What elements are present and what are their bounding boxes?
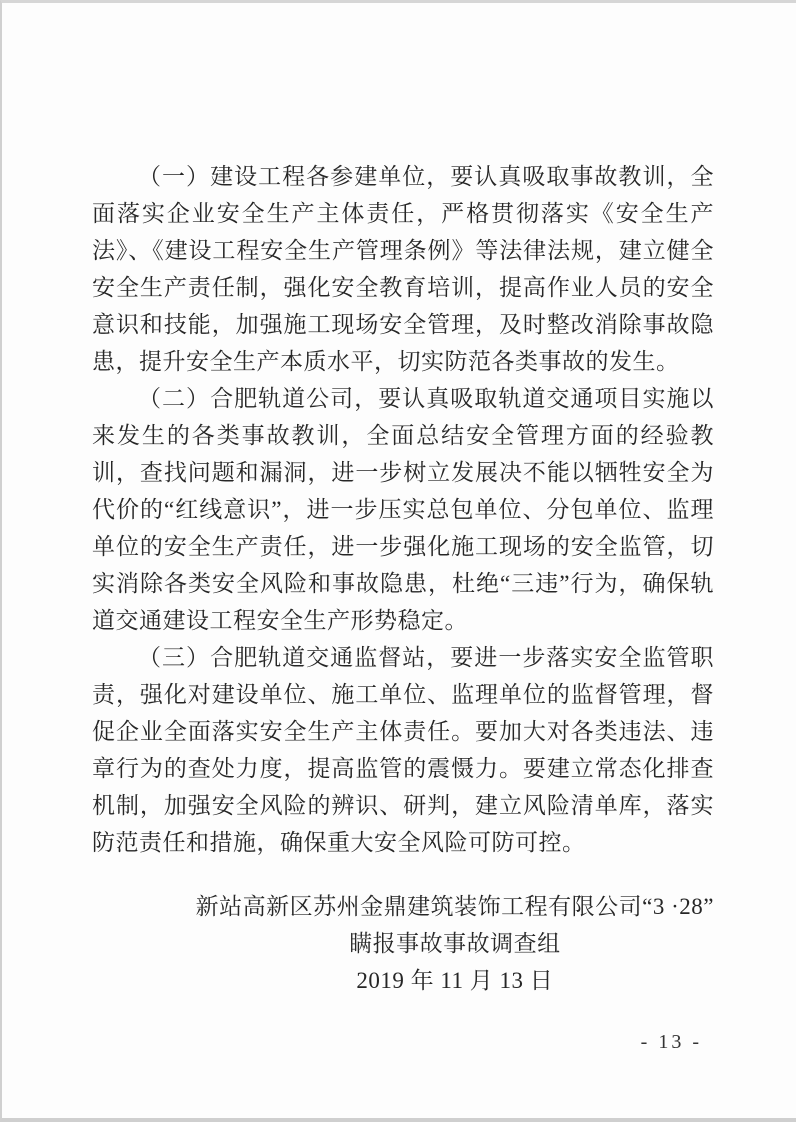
signature-organization-line-1: 新站高新区苏州金鼎建筑装饰工程有限公司“3 ·28” (195, 894, 714, 919)
page-number: - 13 - (640, 1031, 702, 1053)
signature-block (196, 888, 714, 999)
paragraph-1: （一）建设工程各参建单位，要认真吸取事故教训，全面落实企业安全生产主体责任，严格贯彻落实《安全生产法》、《建设工程安全生产管理条例》等法律法规，建立健全安全生产责任制，强化安全教育培训，提高作业人员的安全意识和技能，加强施工现场安全管理，及时整改消除事故隐患，提升安全生产本质水平，切实防范各类事故的发生。 (92, 164, 714, 374)
paragraph-3: （三）合肥轨道交通监督站，要进一步落实安全监管职责，强化对建设单位、施工单位、监理单位的监督管理，督促企业全面落实安全生产主体责任。要加大对各类违法、违章行为的查处力度，提高监管的震慑力。要建立常态化排查机制，加强安全风险的辨识、研判，建立风险清单库，落实防范责任和措施，确保重大安全风险可防可控。 (92, 645, 714, 855)
document-body (92, 158, 714, 999)
signature-date: 2019 年 11 月 13 日 (356, 968, 554, 993)
paragraph-2: （二）合肥轨道公司，要认真吸取轨道交通项目实施以来发生的各类事故教训，全面总结安全管理方面的经验教训，查找问题和漏洞，进一步树立发展决不能以牺牲安全为代价的“红线意识”，进一步压实总包单位、分包单位、监理单位的安全生产责任，进一步强化施工现场的安全监管，切实消除各类安全风险和事故隐患，杜绝“三违”行为，确保轨道交通建设工程安全生产形势稳定。 (92, 386, 714, 633)
signature-organization-line-2: 瞒报事故事故调查组 (349, 931, 561, 956)
